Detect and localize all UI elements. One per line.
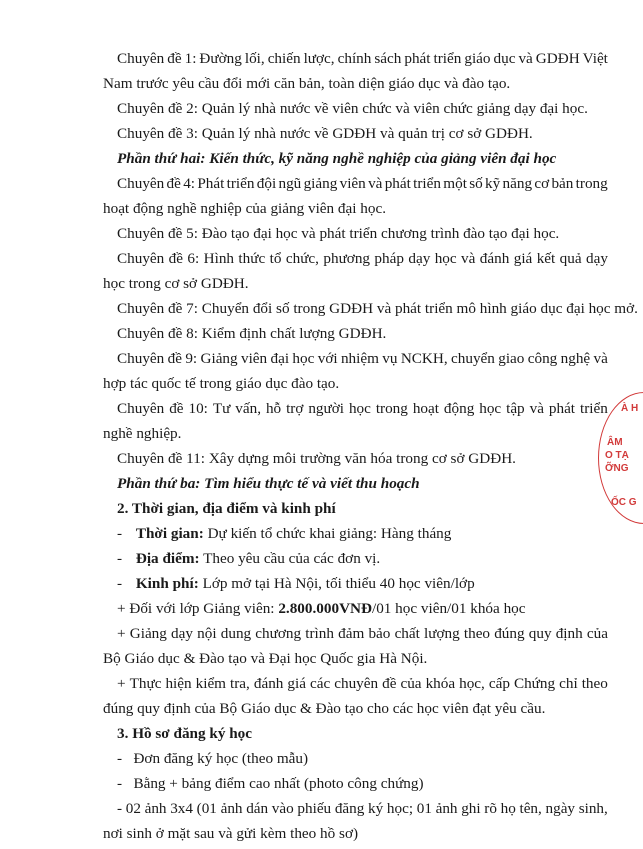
word: dạy: [408, 250, 431, 267]
word: Phát: [197, 175, 225, 192]
text-line: Chuyên đề 7: Chuyển đổi số trong GDĐH và phát triển mô hình giáo dục đại học mở.: [117, 300, 638, 317]
word: Việt: [582, 50, 608, 67]
word: -: [117, 800, 123, 817]
word: khóa: [425, 675, 456, 692]
section-heading: Phần thứ hai: Kiến thức, kỹ năng nghề nghiệp của giảng viên đại học: [117, 150, 557, 167]
word: dung: [220, 625, 252, 642]
word: triển: [413, 175, 441, 192]
word: đánh: [253, 675, 284, 692]
word: dạy: [586, 250, 608, 267]
word: triển: [579, 400, 608, 417]
justified-line: [117, 249, 608, 269]
word: ảnh: [220, 800, 243, 817]
word: 4:: [183, 175, 196, 192]
word: kết: [536, 250, 556, 267]
word: quả: [559, 250, 582, 267]
text-line: Chuyên đề 11: Xây dựng môi trường văn hóa trong cơ sở GDĐH.: [117, 450, 516, 467]
word: rõ: [484, 800, 497, 817]
word: học: [292, 350, 315, 367]
bullet-item: [0, 574, 643, 594]
word: chất: [394, 625, 420, 642]
word: một: [443, 175, 467, 192]
word: giá: [513, 250, 533, 267]
word: kỹ: [485, 175, 501, 192]
word: hiện: [165, 675, 192, 692]
justified-line: [117, 349, 608, 369]
word: ký: [368, 800, 384, 817]
word: đề: [167, 50, 182, 67]
word: dán: [246, 800, 269, 817]
word: 9:: [185, 350, 198, 367]
word: đúng: [494, 625, 525, 642]
word: và: [593, 350, 608, 367]
word: theo: [581, 675, 608, 692]
word: tra,: [230, 675, 250, 692]
stamp-text: À H: [621, 403, 639, 414]
word: học;: [386, 800, 414, 817]
fee-prefix: + Đối với lớp Giảng viên:: [117, 600, 279, 617]
fee-line: [0, 599, 643, 619]
word: trong: [575, 175, 608, 192]
text-line: Nam trước yêu cầu đổi mới căn bản, toàn diện giáo dục và đào tạo.: [103, 75, 511, 92]
word: hoạt: [412, 400, 439, 417]
text-line: [0, 174, 643, 194]
bullet-text: Theo yêu cầu của các đơn vị.: [199, 550, 381, 567]
word: dục: [493, 50, 516, 67]
word: viên: [240, 350, 268, 367]
word: phiếu: [297, 800, 332, 817]
word: hỗ: [265, 400, 282, 417]
word: phát: [404, 50, 431, 67]
stamp-text: O TẠ: [605, 450, 629, 461]
word: ngày: [545, 800, 576, 817]
word: quy: [528, 625, 552, 642]
word: Giảng: [200, 350, 238, 367]
word: tổ: [269, 250, 282, 267]
word: trình: [305, 625, 334, 642]
subsection-heading: 2. Thời gian, địa điểm và kinh phí: [117, 500, 336, 517]
word: pháp: [374, 250, 404, 267]
bullet-item: [0, 549, 643, 569]
word: ảnh: [435, 800, 458, 817]
word: nội: [197, 625, 217, 642]
word: 10:: [188, 400, 208, 417]
word: theo: [463, 625, 491, 642]
text-line: [0, 799, 643, 819]
word: lược,: [303, 50, 335, 67]
word: chức,: [285, 250, 319, 267]
word: Hình: [203, 250, 235, 267]
bullet-item: - Đơn đăng ký học (theo mẫu): [117, 750, 309, 767]
word: học: [348, 400, 371, 417]
text-line: học trong cơ sở GDĐH.: [103, 275, 249, 292]
word: đánh: [479, 250, 510, 267]
word: đề: [168, 250, 183, 267]
word: học,: [459, 675, 485, 692]
bullet-dash: -: [117, 575, 123, 592]
word: đề: [382, 675, 397, 692]
word: người: [308, 400, 344, 417]
text-line: Chuyên đề 3: Quản lý nhà nước về GDĐH và quản trị cơ sở GDĐH.: [117, 125, 533, 142]
word: giảng: [303, 175, 338, 192]
stamp-text: ỠNG: [605, 463, 629, 474]
word: chuyển: [451, 350, 495, 367]
word: viên: [339, 175, 366, 192]
word: các: [309, 675, 331, 692]
word: ảnh: [144, 800, 167, 817]
text-line: [0, 49, 643, 69]
word: giáo: [464, 50, 491, 67]
word: họ: [500, 800, 516, 817]
word: Chứng: [513, 675, 556, 692]
fee-suffix: /01 học viên/01 khóa học: [371, 600, 526, 617]
stamp-text: ÂM: [607, 437, 623, 448]
word: đăng: [334, 800, 365, 817]
word: số: [469, 175, 483, 192]
word: chuyên: [334, 675, 379, 692]
word: đề: [169, 400, 184, 417]
text-line: hợp tác quốc tế trong giáo dục đào tạo.: [103, 375, 340, 392]
word: Chuyên: [117, 400, 165, 417]
word: và: [461, 250, 476, 267]
word: học: [434, 250, 457, 267]
word: Chuyên: [117, 50, 165, 67]
justified-line: [117, 799, 608, 819]
bullet-dash: -: [117, 525, 123, 542]
justified-line: [117, 399, 608, 419]
word: chính: [337, 50, 372, 67]
word: trợ: [286, 400, 304, 417]
word: GDĐH: [535, 50, 580, 67]
text-line: [0, 624, 643, 644]
word: (01: [196, 800, 217, 817]
bullet-label: Địa điểm:: [135, 550, 200, 567]
stamp-text: ỐC G: [611, 497, 637, 508]
word: dạy: [171, 625, 193, 642]
word: giao: [498, 350, 525, 367]
text-line: [0, 249, 643, 269]
justified-line: [117, 49, 608, 69]
word: 01: [416, 800, 432, 817]
word: tên,: [519, 800, 542, 817]
word: sinh,: [578, 800, 608, 817]
word: nghệ: [560, 350, 591, 367]
word: chỉ: [559, 675, 578, 692]
word: Chuyên: [117, 350, 165, 367]
text-line: [0, 674, 643, 694]
word: của: [400, 675, 422, 692]
word: NCKH,: [400, 350, 448, 367]
word: 1:: [184, 50, 197, 67]
word: và: [518, 50, 533, 67]
text-line: nghề nghiệp.: [103, 425, 182, 442]
word: 3x4: [170, 800, 193, 817]
word: trong: [375, 400, 408, 417]
word: phát: [384, 175, 411, 192]
word: đội: [256, 175, 277, 192]
word: vào: [271, 800, 294, 817]
text-line: hoạt động nghề nghiệp của giảng viên đại học.: [103, 200, 387, 217]
text-line: Chuyên đề 2: Quản lý nhà nước về viên chức và viên chức giảng dạy đại học.: [117, 100, 588, 117]
word: Tư: [212, 400, 231, 417]
word: chiến: [267, 50, 301, 67]
word: +: [117, 625, 126, 642]
word: Giảng: [129, 625, 167, 642]
bullet-label: Thời gian:: [135, 525, 204, 542]
text-line: đúng quy định của Bộ Giáo dục & Đào tạo cho các học viên đạt yêu cầu.: [103, 700, 546, 717]
justified-line: [117, 174, 608, 194]
text-line: [0, 349, 643, 369]
word: định: [555, 625, 583, 642]
word: và: [368, 175, 383, 192]
word: chương: [255, 625, 302, 642]
word: lối,: [244, 50, 265, 67]
word: triển: [226, 175, 255, 192]
bullet-text: Lớp mở tại Hà Nội, tối thiểu 40 học viên/lớp: [198, 575, 475, 592]
text-line: nơi sinh ở mặt sau và gửi kèm theo hồ sơ): [103, 825, 359, 842]
subsection-heading: 3. Hồ sơ đăng ký học: [117, 725, 253, 742]
text-line: Chuyên đề 8: Kiểm định chất lượng GDĐH.: [117, 325, 387, 342]
word: Chuyên: [117, 250, 165, 267]
bullet-text: Dự kiến tổ chức khai giảng: Hàng tháng: [203, 525, 452, 542]
word: động: [443, 400, 475, 417]
word: 02: [125, 800, 141, 817]
text-line: Bộ Giáo dục & Đào tạo và Đại học Quốc gia Hà Nội.: [103, 650, 428, 667]
word: vụ: [382, 350, 398, 367]
word: +: [117, 675, 126, 692]
word: nhiệm: [340, 350, 379, 367]
word: cấp: [488, 675, 510, 692]
word: vấn,: [235, 400, 262, 417]
word: phương: [323, 250, 371, 267]
word: thức: [238, 250, 266, 267]
word: bản: [551, 175, 574, 192]
word: đại: [270, 350, 290, 367]
word: Chuyên: [117, 175, 165, 192]
word: triển: [433, 50, 462, 67]
bullet-item: - Bằng + bảng điểm cao nhất (photo công chứng): [117, 775, 424, 792]
text-line: Chuyên đề 5: Đào tạo đại học và phát triển chương trình đào tạo đại học.: [117, 225, 560, 242]
justified-line: [117, 624, 608, 644]
word: giá: [287, 675, 306, 692]
word: và: [529, 400, 544, 417]
word: với: [317, 350, 338, 367]
word: bảo: [368, 625, 391, 642]
text-line: [0, 399, 643, 419]
word: năng: [502, 175, 533, 192]
word: của: [586, 625, 608, 642]
word: học: [479, 400, 502, 417]
word: ghi: [461, 800, 481, 817]
bullet-dash: -: [117, 550, 123, 567]
word: lượng: [424, 625, 460, 642]
word: kiểm: [195, 675, 226, 692]
bullet-item: [0, 524, 643, 544]
word: đề: [166, 175, 181, 192]
justified-line: [117, 674, 608, 694]
fee-amount: 2.800.000VNĐ: [278, 600, 372, 617]
word: ngũ: [278, 175, 302, 192]
word: sách: [374, 50, 402, 67]
word: công: [527, 350, 558, 367]
word: đảm: [338, 625, 365, 642]
word: đề: [167, 350, 182, 367]
word: 6:: [187, 250, 200, 267]
word: Thực: [129, 675, 162, 692]
section-heading: Phần thứ ba: Tìm hiểu thực tế và viết thu hoạch: [117, 475, 420, 492]
word: tập: [506, 400, 525, 417]
word: cơ: [534, 175, 550, 192]
word: phát: [548, 400, 576, 417]
bullet-label: Kinh phí:: [135, 575, 199, 592]
word: Đường: [199, 50, 242, 67]
